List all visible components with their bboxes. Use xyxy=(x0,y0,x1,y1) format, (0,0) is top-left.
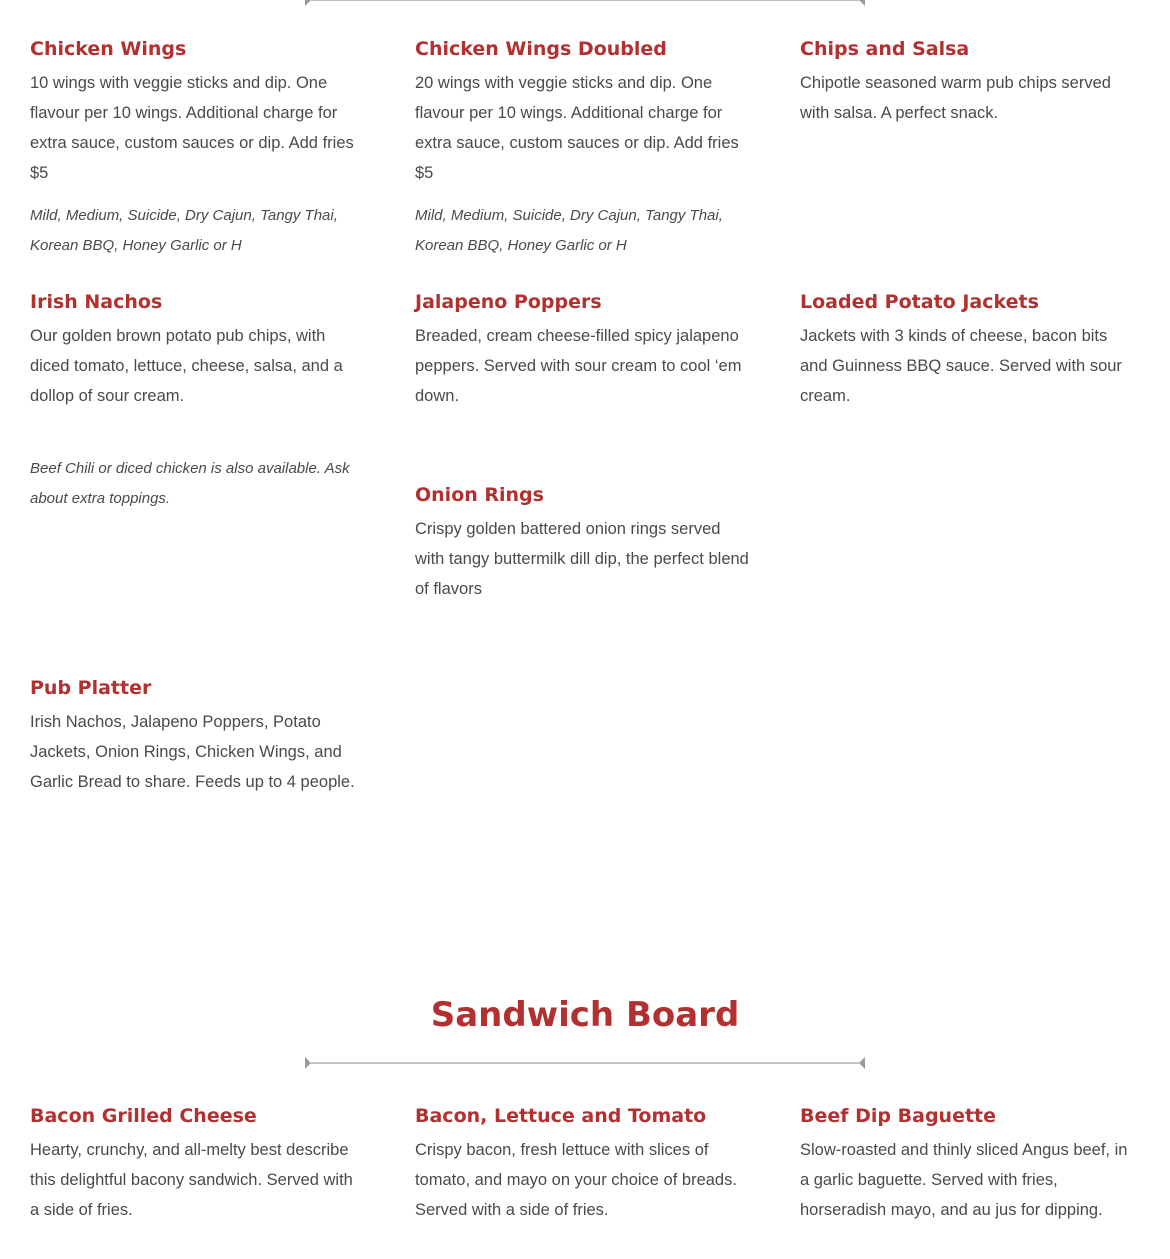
menu-item-jalapeno-poppers xyxy=(415,289,750,411)
item-description: Breaded, cream cheese-filled spicy jalapeno peppers. Served with sour cream to cool ‘em down. xyxy=(415,327,742,405)
menu-item-loaded-potato-jackets xyxy=(800,289,1135,411)
appetizers-divider xyxy=(305,0,865,6)
menu-item-chicken-wings-doubled xyxy=(415,36,750,188)
item-title: Pub Platter xyxy=(30,677,152,699)
item-description: Jackets with 3 kinds of cheese, bacon bits and Guinness BBQ sauce. Served with sour cream. xyxy=(800,327,1122,405)
item-title: Jalapeno Poppers xyxy=(415,291,602,313)
item-title: Onion Rings xyxy=(415,484,544,506)
menu-item-bacon-lettuce-tomato xyxy=(415,1103,750,1225)
item-note: Beef Chili or diced chicken is also available. Ask about extra toppings. xyxy=(30,460,350,507)
menu-item-irish-nachos xyxy=(30,289,365,411)
menu-item-onion-rings xyxy=(415,482,750,604)
item-description: Slow-roasted and thinly sliced Angus beef, in a garlic baguette. Served with fries, horseradish mayo, and au jus for dipping. xyxy=(800,1141,1128,1219)
menu-item-chips-and-salsa xyxy=(800,36,1135,128)
sandwich-board-divider xyxy=(305,1057,865,1069)
menu-item-chicken-wings xyxy=(30,36,365,188)
menu-item-bacon-grilled-cheese xyxy=(30,1103,365,1225)
item-note: Mild, Medium, Suicide, Dry Cajun, Tangy Thai, Korean BBQ, Honey Garlic or H xyxy=(30,207,338,254)
item-description: Hearty, crunchy, and all-melty best describe this delightful bacony sandwich. Served with a side of fries. xyxy=(30,1141,353,1219)
item-title: Chicken Wings xyxy=(30,38,187,60)
item-description: Our golden brown potato pub chips, with diced tomato, lettuce, cheese, salsa, and a dollop of sour cream. xyxy=(30,327,343,405)
item-title: Beef Dip Baguette xyxy=(800,1105,997,1127)
item-description: 10 wings with veggie sticks and dip. One flavour per 10 wings. Additional charge for extra sauce, custom sauces or dip. Add fries $5 xyxy=(30,74,354,182)
item-title: Loaded Potato Jackets xyxy=(800,291,1039,313)
item-note: Mild, Medium, Suicide, Dry Cajun, Tangy Thai, Korean BBQ, Honey Garlic or H xyxy=(415,207,723,254)
item-description: 20 wings with veggie sticks and dip. One flavour per 10 wings. Additional charge for extra sauce, custom sauces or dip. Add fries $5 xyxy=(415,74,739,182)
item-description: Crispy bacon, fresh lettuce with slices of tomato, and mayo on your choice of breads. Served with a side of fries. xyxy=(415,1141,737,1219)
item-title: Chicken Wings Doubled xyxy=(415,38,667,60)
section-title-sandwich-board: Sandwich Board xyxy=(430,995,740,1035)
item-title: Bacon, Lettuce and Tomato xyxy=(415,1105,707,1127)
item-description: Chipotle seasoned warm pub chips served with salsa. A perfect snack. xyxy=(800,74,1111,122)
menu-item-beef-dip-baguette xyxy=(800,1103,1135,1225)
menu-item-pub-platter xyxy=(30,675,365,797)
item-description: Irish Nachos, Jalapeno Poppers, Potato Jackets, Onion Rings, Chicken Wings, and Garlic Bread to share. Feeds up to 4 people. xyxy=(30,713,355,791)
item-title: Irish Nachos xyxy=(30,291,163,313)
item-description: Crispy golden battered onion rings served with tangy buttermilk dill dip, the perfect blend of flavors xyxy=(415,520,749,598)
item-title: Bacon Grilled Cheese xyxy=(30,1105,257,1127)
item-title: Chips and Salsa xyxy=(800,38,970,60)
